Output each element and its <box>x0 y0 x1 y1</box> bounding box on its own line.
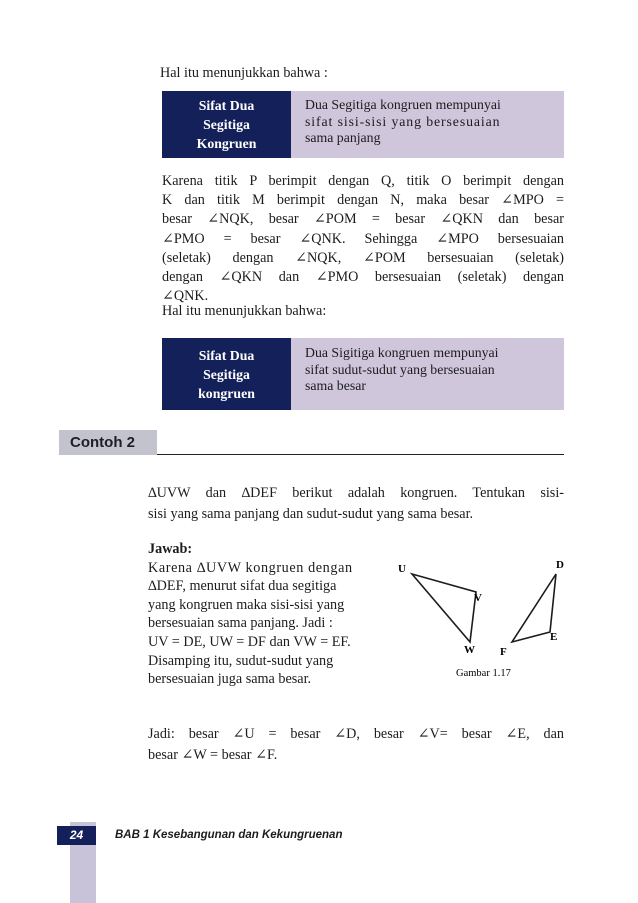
triangles-figure <box>390 552 580 682</box>
intro-text-2: Hal itu menunjukkan bahwa: <box>162 303 327 319</box>
property-box-description <box>291 338 564 410</box>
desc-line: Dua Segitiga kongruen mempunyai <box>305 97 501 112</box>
conclusion-line: Jadi: besar ∠U = besar ∠D, besar ∠V= besar ∠E, dan <box>148 726 564 742</box>
question-line: sisi yang sama panjang dan sudut-sudut yang sama besar. <box>148 506 474 522</box>
explanation-paragraph <box>162 172 564 306</box>
answer-line: Disamping itu, sudut-sudut yang <box>148 652 334 669</box>
question-text <box>148 483 564 525</box>
title-line: Sifat Dua <box>198 98 255 113</box>
question-line: ∆UVW dan ∆DEF berikut adalah kongruen. Tentukan sisi- <box>148 485 564 501</box>
label-d: D <box>556 559 564 571</box>
example-heading: Contoh 2 <box>59 430 157 455</box>
label-u: U <box>398 563 406 575</box>
property-box-title <box>162 91 291 158</box>
answer-line: ∆DEF, menurut sifat dua segitiga <box>148 578 337 595</box>
paragraph-line: dengan ∠QKN dan ∠PMO bersesuaian (seletak) dengan <box>162 269 564 286</box>
property-box-title <box>162 338 291 410</box>
desc-line: sama panjang <box>305 130 381 145</box>
answer-heading: Jawab: <box>148 541 193 557</box>
answer-line: UV = DE, UW = DF dan VW = EF. <box>148 633 351 650</box>
title-line: Segitiga <box>203 117 250 132</box>
figure-caption: Gambar 1.17 <box>456 668 511 679</box>
paragraph-line: ∠PMO = besar ∠QNK. Sehingga ∠MPO bersesuaian <box>162 230 564 247</box>
property-box-sides <box>162 91 564 158</box>
conclusion-text <box>148 724 564 766</box>
answer-block <box>148 540 396 689</box>
paragraph-line: besar ∠NQK, besar ∠POM = besar ∠QKN dan besar <box>162 211 564 228</box>
label-e: E <box>550 631 558 643</box>
paragraph-line: Karena titik P berimpit dengan Q, titik O berimpit dengan <box>162 173 564 189</box>
paragraph-line: K dan titik M berimpit dengan N, maka besar ∠MPO = <box>162 192 564 209</box>
title-line: Kongruen <box>196 136 257 151</box>
example-divider <box>157 454 564 455</box>
title-line: kongruen <box>198 385 255 401</box>
desc-line: sifat sisi-sisi yang bersesuaian <box>305 113 501 129</box>
chapter-title: BAB 1 Kesebangunan dan Kekungruenan <box>115 829 343 841</box>
title-line: Sifat Dua <box>198 347 255 363</box>
paragraph-line: ∠QNK. <box>162 288 209 305</box>
triangle-uvw <box>412 574 476 642</box>
answer-line: bersesuaian sama panjang. Jadi : <box>148 615 333 632</box>
title-line: Segitiga <box>203 366 250 382</box>
answer-line: bersesuaian juga sama besar. <box>148 671 312 688</box>
desc-line: sama besar <box>305 378 366 393</box>
intro-text-1: Hal itu menunjukkan bahwa : <box>160 65 328 81</box>
answer-line: yang kongruen maka sisi-sisi yang <box>148 596 345 613</box>
label-w: W <box>464 644 475 656</box>
label-f: F <box>500 646 507 658</box>
desc-line: Dua Sigitiga kongruen mempunyai <box>305 345 499 360</box>
conclusion-line: besar ∠W = besar ∠F. <box>148 747 278 763</box>
paragraph-line: (seletak) dengan ∠NQK, ∠POM bersesuaian (seletak) <box>162 249 564 266</box>
property-box-angles <box>162 338 564 410</box>
label-v: V <box>474 592 482 604</box>
desc-line: sifat sudut-sudut yang bersesuaian <box>305 361 495 377</box>
answer-line: Karena ∆UVW kongruen dengan <box>148 559 353 576</box>
property-box-description <box>291 91 564 158</box>
page-number: 24 <box>57 826 96 845</box>
